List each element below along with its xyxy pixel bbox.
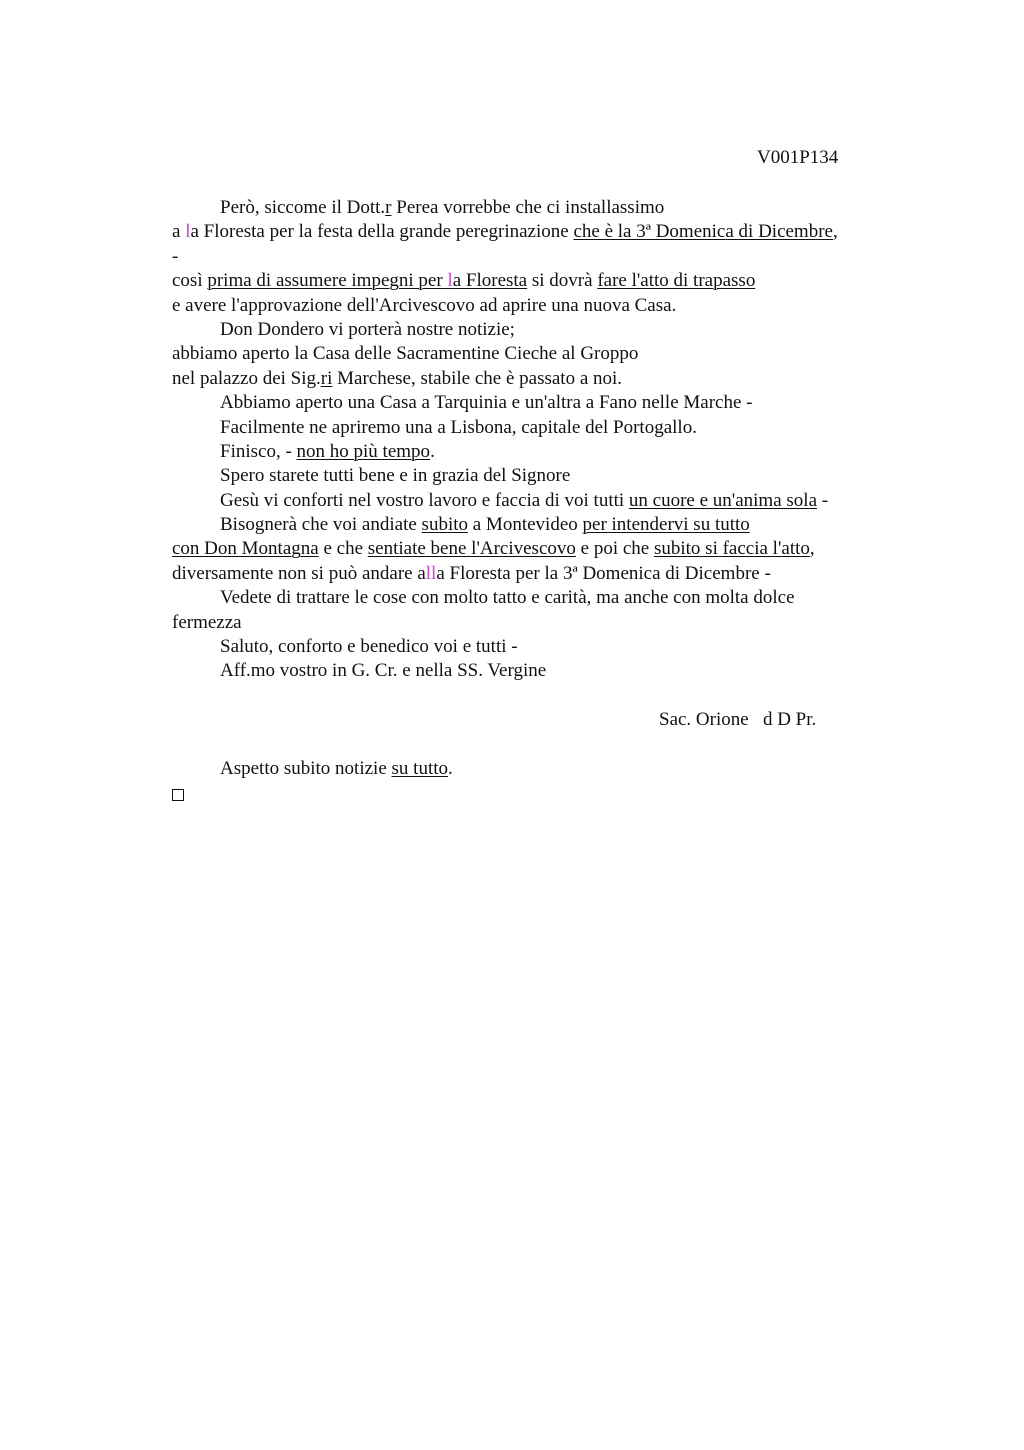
- text: .: [430, 440, 435, 462]
- text: -: [817, 489, 829, 511]
- letter-line: [172, 220, 912, 244]
- text: così: [172, 270, 208, 292]
- postscript: [172, 757, 912, 781]
- text-underlined: ri: [320, 367, 333, 389]
- letter-line: [172, 196, 912, 220]
- page-id: V001P134: [757, 147, 839, 168]
- text: Bisognerà che voi andiate: [220, 514, 422, 536]
- text-underlined: [207, 270, 527, 291]
- text: prima di assumere impegni per: [207, 270, 448, 292]
- letter-line: Abbiamo aperto una Casa a Tarquinia e un'altra a Fano nelle Marche -: [220, 392, 753, 414]
- checkbox-line: [172, 781, 912, 805]
- letter-line: [172, 489, 912, 513]
- checkbox-icon: [172, 789, 184, 801]
- letter-line: Aff.mo vostro in G. Cr. e nella SS. Vergine: [220, 660, 547, 682]
- text: a Floresta: [452, 270, 528, 292]
- signature: [172, 708, 912, 732]
- letter-line: [172, 440, 912, 464]
- text: diversamente non si può andare a: [172, 562, 426, 584]
- letter-line: [172, 562, 912, 586]
- text-highlighted: ll: [425, 562, 437, 584]
- text-underlined: non ho più tempo: [296, 440, 431, 462]
- letter-line: [172, 269, 912, 293]
- letter-line: Vedete di trattare le cose con molto tatto e carità, ma anche con molta dolce: [220, 587, 795, 609]
- text: a Floresta per la festa della grande peregrinazione: [190, 221, 574, 243]
- text-underlined: fare l'atto di trapasso: [597, 270, 756, 292]
- text-underlined: subito: [421, 514, 468, 536]
- text-underlined: sentiate bene l'Arcivescovo: [367, 538, 576, 560]
- text-highlighted: l: [447, 270, 453, 292]
- letter-line: Saluto, conforto e benedico voi e tutti -: [220, 636, 518, 658]
- text-underlined: che è la 3ª Domenica di Dicembre: [573, 221, 833, 243]
- text: .: [448, 757, 453, 779]
- letter-line: -: [172, 245, 179, 267]
- text-underlined: un cuore e un'anima sola: [628, 489, 818, 511]
- text-underlined: su tutto: [391, 757, 448, 779]
- text: Aspetto subito notizie: [220, 757, 392, 779]
- spacer: [172, 684, 912, 708]
- text: ,: [809, 538, 815, 560]
- text: nel palazzo dei Sig.: [172, 367, 321, 389]
- signature-text: Sac. Orione d D Pr.: [659, 709, 817, 731]
- letter-body: [172, 196, 912, 806]
- letter-line: Facilmente ne apriremo una a Lisbona, capitale del Portogallo.: [220, 416, 697, 438]
- text-highlighted: l: [185, 221, 191, 243]
- text: Gesù vi conforti nel vostro lavoro e faccia di voi tutti: [220, 489, 629, 511]
- letter-line: fermezza: [172, 611, 242, 633]
- text: Però, siccome il Dott.: [220, 197, 386, 218]
- letter-line: e avere l'approvazione dell'Arcivescovo ad aprire una nuova Casa.: [172, 294, 677, 316]
- text: Finisco, -: [220, 440, 297, 462]
- text: e che: [318, 538, 368, 560]
- text: si dovrà: [527, 270, 598, 292]
- text-underlined: r: [385, 197, 392, 218]
- letter-line: Spero starete tutti bene e in grazia del Signore: [220, 465, 571, 487]
- spacer: [172, 733, 912, 757]
- text-underlined: subito si faccia l'atto: [653, 538, 810, 560]
- letter-line: [172, 367, 912, 391]
- text-underlined: con Don Montagna: [172, 538, 319, 560]
- letter-line: Don Dondero vi porterà nostre notizie;: [220, 318, 515, 340]
- text: Perea vorrebbe che ci installassimo: [391, 197, 665, 218]
- letter-line: abbiamo aperto la Casa delle Sacramentine Cieche al Groppo: [172, 343, 639, 365]
- text: a Floresta per la 3ª Domenica di Dicembre -: [436, 562, 771, 584]
- letter-line: [172, 537, 912, 561]
- text: Marchese, stabile che è passato a noi.: [332, 367, 623, 389]
- text-underlined: per intendervi su tutto: [582, 514, 750, 536]
- letter-line: [172, 513, 912, 537]
- text: e poi che: [575, 538, 654, 560]
- text: ,: [832, 221, 838, 243]
- text: a: [172, 221, 186, 243]
- text: a Montevideo: [468, 514, 583, 536]
